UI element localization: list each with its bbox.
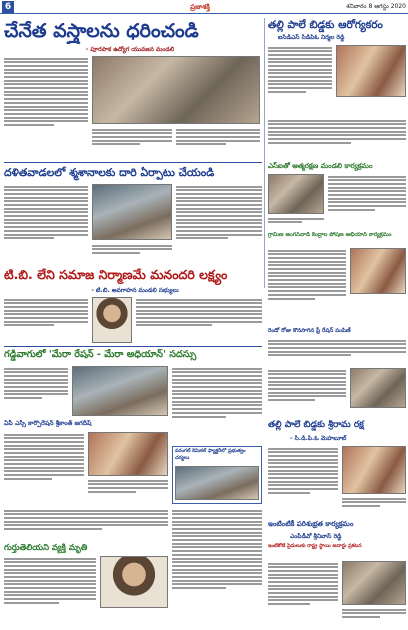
- mother-milk-body: [268, 45, 332, 115]
- nutrition-subhead: - సి.డి.పి.ఓ మెహబూబ్: [290, 435, 347, 442]
- fraud-body-2: [268, 216, 324, 230]
- ration-headline: గడ్డివాగులో 'మేరా రేషన్ - మేరా అధియాన్' సదస్సు: [4, 349, 197, 360]
- memory-body: [4, 556, 96, 628]
- mpdo-headline: ఇంటికోటి సైదులుకు రాష్ట్ర స్థాయి అవార్డు ప్రకటన: [268, 543, 362, 549]
- camp-headline: గ్రామీణ అంగన్‌వాడీ కేంద్రాల పోషణ అభియాన్ కార్యక్రమం: [268, 232, 392, 238]
- weaving-body: [4, 56, 88, 158]
- cremation-headline: దళితవాడలలో శ్మశానాలకు దారి ఏర్పాటు చేయండి: [4, 166, 215, 179]
- chemicals-headline: వరంగల్ కెమికల్ ఫ్యాక్టరీలో ప్రభుత్వం చర్యలు: [175, 448, 246, 461]
- cremation-body-3: [92, 243, 172, 264]
- section-rule-2: [4, 346, 262, 347]
- mother-milk-photo: [336, 45, 406, 97]
- ration-body-2: [172, 366, 262, 444]
- fraud-body: [328, 174, 406, 230]
- tb-portrait: [92, 297, 132, 343]
- issue-date: శనివారం 8 ఆగస్టు 2020: [346, 3, 406, 10]
- nutrition-body-2: [342, 496, 406, 516]
- nutrition-body: [268, 446, 338, 516]
- column-divider: [264, 18, 265, 288]
- mother-milk-body-2: [268, 118, 406, 158]
- ration-right-headline: రెండో రోజు కొనసాగిన ఫ్రీ రేషన్ పంపిణీ: [268, 328, 351, 334]
- chemicals-photo: [175, 466, 259, 500]
- ration-right-body: [268, 338, 406, 366]
- fraud-headline: ఎస్ఐతో ఆత్మరక్షణ మండలి కార్యక్రమం: [268, 162, 373, 170]
- weaving-body-3: [176, 127, 260, 158]
- mpdo-body: [268, 561, 338, 628]
- ration-photo: [72, 366, 168, 416]
- tb-body: [4, 297, 88, 343]
- memory-headline: గుర్తుతెలియని వ్యక్తి మృతి: [4, 542, 88, 552]
- misc-body: [4, 508, 168, 540]
- gurukul-body-2: [88, 478, 168, 504]
- cremation-body: [4, 184, 88, 264]
- gurukul-body: [4, 432, 84, 504]
- paper-name: ప్రజాశక్తి: [190, 3, 210, 11]
- weaving-photo: [92, 56, 260, 124]
- sanitation-headline: ఇంటింటికీ పరిశుభ్రత కార్యక్రమం: [268, 520, 354, 528]
- gurukul-photo: [88, 432, 168, 476]
- section-rule: [4, 162, 262, 163]
- tb-subhead: - టి.బి. అవగాహన మండలి సభ్యులు: [91, 287, 179, 294]
- mother-milk-headline: తల్లి పాలే బిడ్డకు ఆరోగ్యకరం: [268, 19, 383, 31]
- mpdo-photo: [342, 561, 406, 605]
- mpdo-body-2: [342, 607, 406, 628]
- tb-headline: టి.బి. లేని సమాజ నిర్మాణమే మనందరి లక్ష్యం: [4, 267, 228, 282]
- ration-right-photo: [350, 368, 406, 408]
- camp-photo: [350, 248, 406, 294]
- tb-body-2: [136, 297, 262, 343]
- cremation-body-2: [176, 184, 262, 264]
- camp-body: [268, 248, 346, 324]
- fraud-photo: [268, 174, 324, 214]
- weaving-subhead: - పూరపాక ఉద్యోగ యువజన మండలి: [85, 46, 175, 53]
- weaving-body-2: [92, 127, 172, 158]
- weaving-headline: చేనేత వస్త్రాలను ధరించండి: [4, 20, 199, 42]
- middle-body: [172, 508, 262, 628]
- mother-milk-subhead: ఐసిడిఎస్ సిడిపిఓ నిర్మల రెడ్డి: [278, 34, 345, 41]
- nutrition-headline: తల్లి పాలే బిడ్డకు శ్రీరామ రక్ష: [268, 420, 364, 430]
- sanitation-subhead: ఎంపీడీవో శ్రీనివాస్ రెడ్డి: [290, 533, 342, 540]
- ration-right-body-2: [268, 368, 346, 418]
- memory-portrait: [100, 556, 168, 608]
- ration-body: [4, 366, 68, 416]
- nutrition-photo: [342, 446, 406, 494]
- cremation-photo: [92, 184, 172, 240]
- page-number: 6: [2, 1, 14, 13]
- gurukul-headline: ఏపీ ఎస్సీ కార్పొరేషన్ శ్రీకాంత్ జగదీష్: [4, 420, 92, 427]
